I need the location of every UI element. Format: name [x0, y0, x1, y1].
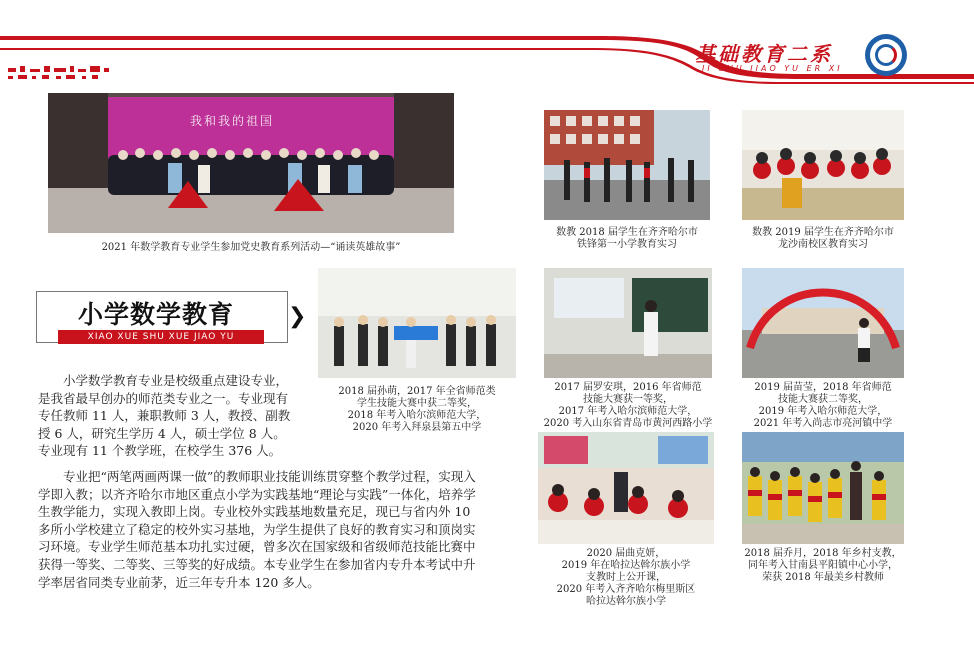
caption-recitation-event: 2021 年数学教育专业学生参加党史教育系列活动—“诵读英雄故事” [101, 242, 401, 253]
intro-text: 小学数学教育专业是校级重点建设专业，是我省最早创办的师范类专业之一。专业现有专任教师 11 人，兼职教师 3 人，教授、副教授 6 人，研究生学历 4 人，硕士学位 8 人。专业现有 11 个教学班，在校学生 376 人。 [38, 373, 291, 459]
caption-qiao-yue-rural-teaching: 2018 届乔月，2018 年乡村支教， 同年考入甘南县平阳镇中心小学， 荣获 2018 年最美乡村教师 [744, 548, 902, 583]
department-title: 基础教育二系 [695, 42, 833, 66]
stage-banner-text: 我和我的祖国 [190, 114, 275, 128]
caption-tiefeng-internship: 数教 2018 届学生在齐齐哈尔市 铁锋第一小学教育实习 [556, 227, 698, 250]
photo-qiao-yue-rural-teaching [742, 432, 904, 544]
caption-longsha-internship: 数教 2019 届学生在齐齐哈尔市 龙沙南校区教育实习 [752, 227, 894, 250]
section-pinyin: XIAO XUE SHU XUE JIAO YU [58, 330, 264, 344]
photo-miao-ying-award [742, 268, 904, 378]
caption-miao-ying-award: 2019 届苗莹，2018 年省师范 技能大赛获二等奖， 2019 年考入哈尔师范大学， 2021 年考入尚志市亮河镇中学 [753, 382, 893, 429]
caption-luo-anqi-award: 2017 届罗安琪，2016 年省师范 技能大赛获一等奖， 2017 年考入哈尔滨师范大学， 2020 考入山东省青岛市黄河西路小学 [543, 382, 713, 429]
chevron-right-icon: ❯ [288, 304, 307, 329]
photo-longsha-internship [742, 110, 904, 220]
intro-paragraph [38, 372, 296, 460]
practice-text: 专业把“两笔两画两课一做”的教师职业技能训练贯穿整个教学过程，实现入学即入教；以齐齐哈尔市地区重点小学为实践基地“理论与实践”一体化，培养学生教学能力，实现入教即上岗。专业校外实践基地数量充足，现已与省内外 10 多所小学校建立了稳定的校外实习基地，为学生提供了良好的教育实习和顶岗实习环境。专业学生师范基本功扎实过硬，曾多次在国家级和省级师范技能比赛中获得一等奖、二等奖、三等奖的好成绩。本专业学生在参加省内专升本考试中升学率居省同类专业前茅，近三年专升本 120 多人。 [38, 469, 476, 590]
photo-qu-keyan-class [538, 432, 714, 544]
photo-luo-anqi-award [544, 268, 712, 378]
school-logo [865, 34, 907, 76]
photo-sun-meng-award [318, 268, 516, 378]
practice-paragraph [38, 468, 480, 591]
department-pinyin: JI CHU JIAO YU ER XI [702, 64, 843, 73]
caption-qu-keyan-class: 2020 届曲克妍， 2019 年在哈拉达斡尔族小学 支教时上公开课， 2020 年考入齐齐哈尔梅里斯区 哈拉达斡尔族小学 [556, 548, 696, 607]
caption-sun-meng-award: 2018 届孙萌，2017 年全省师范类 学生技能大赛中获二等奖， 2018 年考入哈尔滨师范大学， 2020 年考入拜泉县第五中学 [338, 386, 496, 433]
photo-tiefeng-internship [544, 110, 710, 220]
section-title: 小学数学教育 [78, 300, 235, 329]
